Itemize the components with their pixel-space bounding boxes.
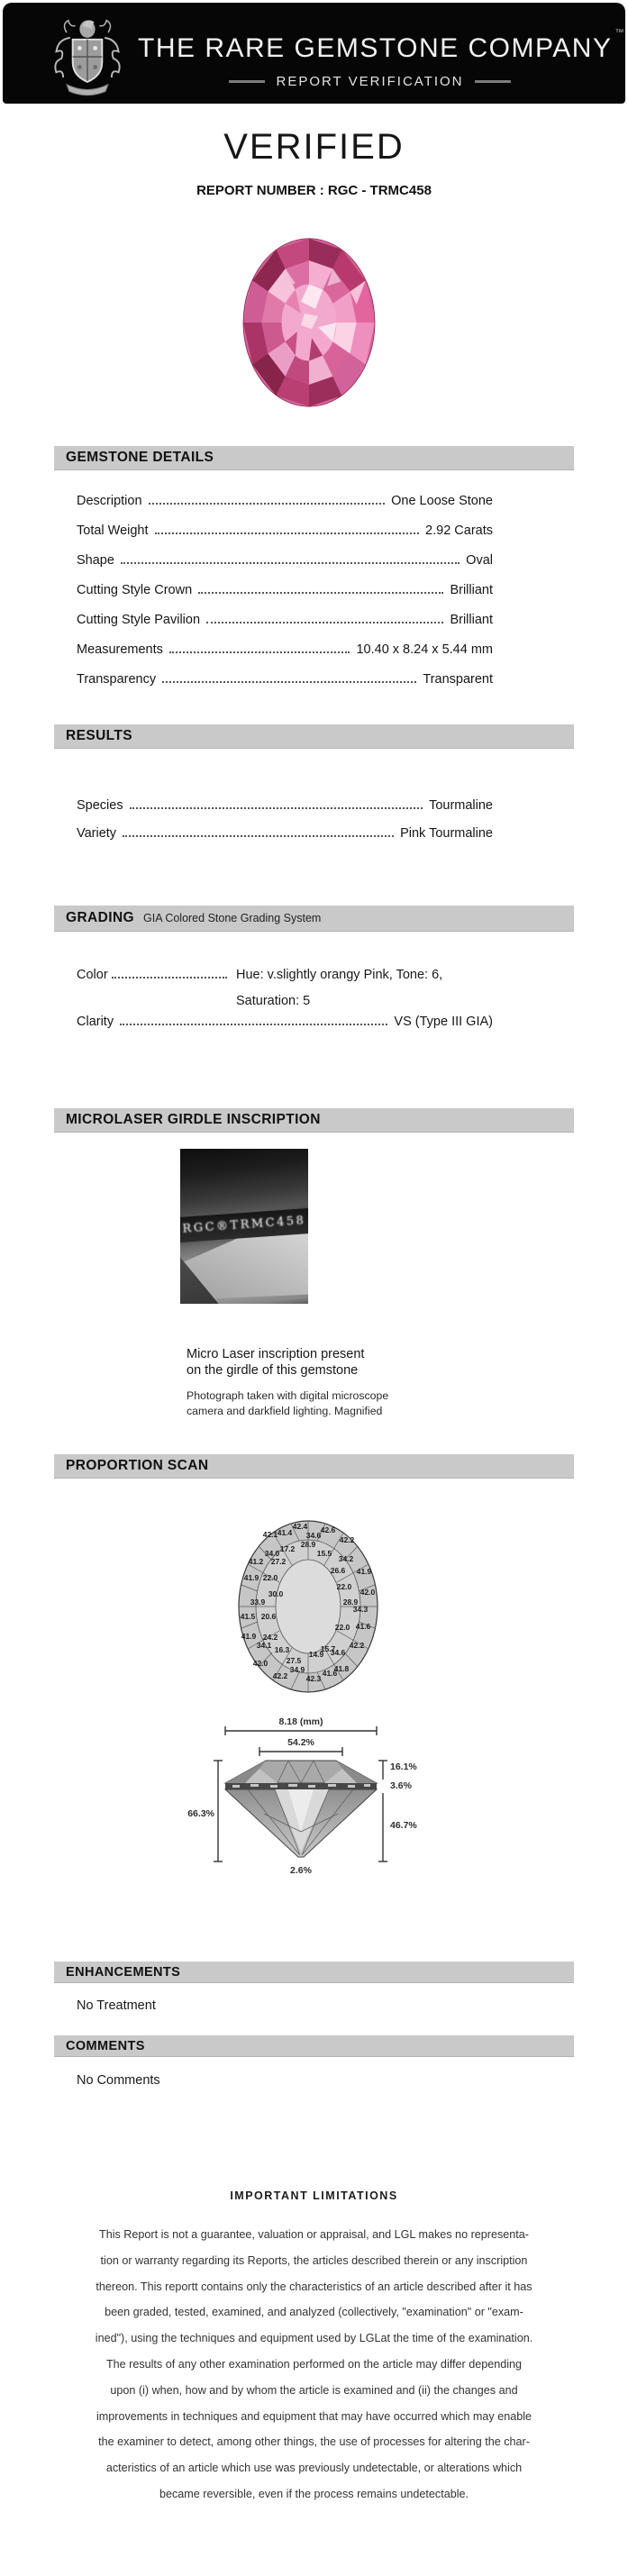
svg-text:34.6: 34.6	[305, 1531, 322, 1540]
svg-text:22.0: 22.0	[334, 1623, 350, 1632]
subtitle-left-dash	[229, 80, 265, 83]
svg-text:42.1: 42.1	[262, 1530, 278, 1539]
inscription-header: MICROLASER GIRDLE INSCRIPTION	[54, 1108, 574, 1133]
svg-text:22.0: 22.0	[336, 1582, 352, 1591]
svg-text:22.0: 22.0	[262, 1573, 278, 1582]
color-grade-value: Hue: v.slightly orangy Pink, Tone: 6, Saturation: 5	[236, 968, 443, 1008]
enhancements-value: No Treatment	[77, 1998, 156, 2013]
svg-text:15.5: 15.5	[316, 1549, 332, 1558]
profile-total-depth-label: 66.3%	[187, 1808, 214, 1819]
comments-value: No Comments	[77, 2073, 160, 2088]
profile-table-label: 54.2%	[287, 1737, 314, 1748]
dotted-leader	[206, 622, 443, 624]
svg-text:16.3: 16.3	[274, 1645, 290, 1654]
svg-text:26.6: 26.6	[330, 1566, 346, 1575]
inscription-photo-note: Photograph taken with digital microscope camera and darkfield lighting. Magnified	[187, 1389, 389, 1417]
svg-text:41.4: 41.4	[277, 1528, 293, 1537]
grading-row-clarity: Clarity VS (Type III GIA)	[77, 1015, 493, 1029]
svg-text:41.9: 41.9	[243, 1573, 259, 1582]
section-gemstone-details	[54, 446, 574, 702]
svg-text:28.9: 28.9	[342, 1597, 359, 1607]
detail-row-total-weight: Total Weight 2.92 Carats	[77, 523, 493, 538]
report-body	[0, 127, 628, 2508]
svg-text:20.6: 20.6	[260, 1612, 277, 1621]
result-row-species: Species Tourmaline	[77, 798, 493, 813]
svg-text:27.5: 27.5	[286, 1656, 302, 1665]
report-verification-page	[0, 3, 628, 2576]
svg-text:42.2: 42.2	[349, 1641, 365, 1650]
dotted-leader	[120, 1024, 387, 1025]
dotted-leader	[155, 532, 420, 534]
svg-text:41.9: 41.9	[241, 1632, 257, 1641]
detail-row-transparency: Transparency Transparent	[77, 672, 493, 687]
laser-inscription-text: RGC®TRMC458	[182, 1214, 306, 1236]
company-name: THE RARE GEMSTONE COMPANY™	[138, 28, 624, 63]
proportion-top-view-diagram	[236, 1519, 380, 1699]
svg-text:41.6: 41.6	[322, 1669, 338, 1678]
svg-text:42.0: 42.0	[360, 1588, 376, 1597]
section-inscription	[54, 1108, 574, 1419]
header-subtitle-row	[138, 74, 602, 89]
svg-text:42.3: 42.3	[305, 1674, 322, 1683]
dotted-leader	[169, 651, 350, 653]
grading-system-subtitle: GIA Colored Stone Grading System	[143, 912, 322, 924]
profile-pavilion-depth-label: 46.7%	[390, 1820, 417, 1831]
header-banner	[3, 3, 625, 104]
svg-text:28.9: 28.9	[300, 1540, 316, 1549]
svg-text:41.9: 41.9	[356, 1567, 372, 1576]
dotted-leader	[162, 681, 416, 683]
svg-text:17.2: 17.2	[279, 1544, 296, 1553]
profile-girdle-label: 3.6%	[390, 1780, 412, 1791]
result-row-variety: Variety Pink Tourmaline	[77, 826, 493, 841]
svg-text:42.2: 42.2	[272, 1671, 288, 1680]
profile-culet-label: 2.6%	[290, 1865, 312, 1876]
report-number: REPORT NUMBER : RGC - TRMC458	[196, 183, 432, 198]
section-grading	[54, 906, 574, 1044]
svg-text:24.2: 24.2	[262, 1633, 278, 1642]
results-header: RESULTS	[54, 724, 574, 749]
enhancements-header: ENHANCEMENTS	[54, 1962, 574, 1983]
detail-row-cutting-style-crown: Cutting Style Crown Brilliant	[77, 583, 493, 597]
limitations-title: IMPORTANT LIMITATIONS	[230, 2189, 398, 2202]
report-verification-label: REPORT VERIFICATION	[276, 74, 464, 89]
svg-text:33.9: 33.9	[250, 1597, 266, 1607]
dotted-leader	[112, 977, 227, 979]
gemstone-photo	[241, 234, 378, 411]
girdle-inscription-photo	[180, 1149, 308, 1304]
svg-text:27.2: 27.2	[270, 1557, 287, 1566]
svg-text:41.2: 41.2	[248, 1557, 264, 1566]
gemstone-details-rows	[54, 470, 574, 702]
gemstone-details-header: GEMSTONE DETAILS	[54, 446, 574, 470]
results-rows	[54, 749, 574, 854]
profile-crown-height-label: 16.1%	[390, 1761, 417, 1772]
dotted-leader	[121, 562, 460, 564]
svg-text:34.0: 34.0	[264, 1549, 280, 1558]
svg-text:41.5: 41.5	[240, 1612, 256, 1621]
company-crest-logo	[44, 14, 131, 100]
svg-text:41.6: 41.6	[355, 1622, 371, 1631]
svg-text:42.4: 42.4	[292, 1522, 308, 1531]
svg-text:41.8: 41.8	[333, 1664, 350, 1673]
svg-text:15.7: 15.7	[320, 1644, 336, 1653]
svg-text:42.2: 42.2	[339, 1535, 355, 1544]
detail-row-shape: Shape Oval	[77, 553, 493, 568]
subtitle-right-dash	[475, 80, 511, 83]
proportion-profile-diagram	[180, 1715, 428, 1877]
inscription-caption: Micro Laser inscription present on the girdle of this gemstone	[187, 1347, 365, 1378]
profile-width-label: 8.18 (mm)	[278, 1716, 323, 1727]
limitations-text: This Report is not a guarantee, valuation or appraisal, and LGL makes no representa- tion or warranty regarding its Reports, the articles described therein or any inscription thereon. This reportt contains only the characteristics of an article described after it has been graded, tested, examined, and analyzed (collectively, "examination" or "exam- ined"), using the techniques and equipment used by LGLat the time of the examination. The results of any other examination performed on the article may differ depending upon (i) when, how and by whom the article is examined and (ii) the changes and improvements in techniques and equipment that may have occurred which may enable the examiner to detect, among other things, the use of processes for altering the char- acteristics of an article which use was previously undetectable, or alterations which became reversible, even if the process remains undetectable.	[95, 2228, 533, 2500]
detail-row-cutting-style-pavilion: Cutting Style Pavilion Brilliant	[77, 613, 493, 627]
svg-text:34.2: 34.2	[338, 1554, 354, 1563]
svg-text:34.9: 34.9	[289, 1665, 305, 1674]
svg-text:30.0: 30.0	[268, 1589, 284, 1598]
svg-text:34.3: 34.3	[352, 1605, 369, 1614]
svg-text:34.6: 34.6	[330, 1648, 346, 1657]
dotted-leader	[149, 503, 386, 505]
grading-row-color: Color Hue: v.slightly orangy Pink, Tone: 6, Saturation: 5	[77, 962, 493, 1015]
section-results	[54, 724, 574, 854]
svg-text:34.1: 34.1	[256, 1641, 272, 1650]
gemstone-photo-wrapper	[0, 234, 628, 411]
trademark-symbol: ™	[614, 28, 624, 38]
svg-text:42.6: 42.6	[320, 1525, 336, 1534]
dotted-leader	[130, 807, 423, 809]
detail-row-measurements: Measurements 10.40 x 8.24 x 5.44 mm	[77, 642, 493, 657]
section-proportion-scan	[54, 1454, 574, 1877]
grading-header: GRADING GIA Colored Stone Grading System	[54, 906, 574, 932]
comments-header: COMMENTS	[54, 2035, 574, 2057]
svg-text:14.9: 14.9	[308, 1650, 324, 1659]
grading-rows	[54, 932, 574, 1044]
section-enhancements	[54, 1962, 574, 2088]
proportion-scan-header: PROPORTION SCAN	[54, 1454, 574, 1479]
dotted-leader	[198, 592, 443, 594]
svg-text:42.0: 42.0	[252, 1659, 268, 1668]
verified-status: VERIFIED	[223, 127, 405, 167]
detail-row-description: Description One Loose Stone	[77, 494, 493, 508]
dotted-leader	[123, 835, 394, 837]
